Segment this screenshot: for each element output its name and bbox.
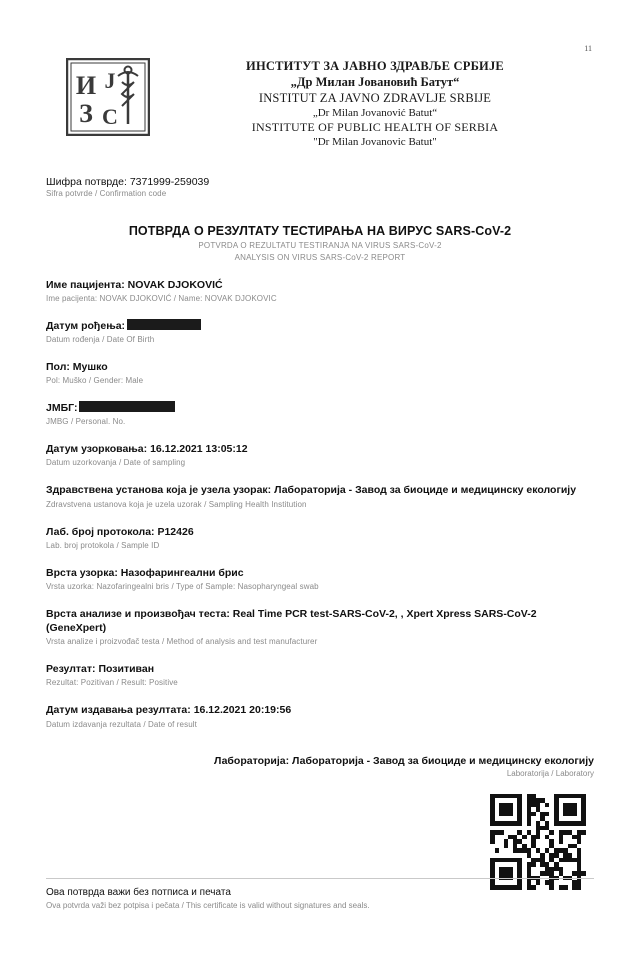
document-footer (46, 878, 594, 910)
redaction-bar-dob (127, 319, 201, 330)
field-gender-label: Пол: (46, 360, 70, 373)
institute-subtitle-sr-cyr: „Др Милан Јовановић Батут“ (290, 75, 460, 89)
field-result-main (46, 662, 594, 676)
confirmation-code-value: 7371999-259039 (129, 175, 210, 188)
field-sampling-institution (46, 483, 594, 508)
field-result-date-main (46, 703, 594, 717)
field-gender-main (46, 360, 594, 374)
field-personal-number-sub: JMBG / Personal. No. (46, 417, 126, 427)
field-protocol-number-main (46, 525, 594, 539)
field-personal-number-label: ЈМБГ: (46, 402, 78, 415)
field-gender-sub: Pol: Muško / Gender: Male (46, 376, 144, 386)
field-sample-type (46, 566, 594, 591)
confirmation-code-line (46, 176, 594, 188)
svg-text:И: И (75, 71, 97, 100)
field-date-of-birth-main (46, 319, 594, 333)
field-analysis-method-label: Врста анализе и произвођач теста: (46, 607, 230, 620)
footer-divider (46, 878, 594, 879)
field-sample-type-value: Назофарингеални брис (120, 566, 244, 579)
confirmation-code-label: Шифра потврде: (46, 175, 127, 188)
field-sample-type-sub: Vrsta uzorka: Nazofaringealni bris / Type of Sample: Nasopharyngeal swab (46, 581, 319, 591)
field-patient-name-sub: Ime pacijenta: NOVAK DJOKOVIĆ / Name: NOVAK DJOKOVIC (46, 293, 277, 303)
field-result-sub: Rezultat: Pozitivan / Result: Positive (46, 678, 178, 688)
field-sampling-date-main (46, 442, 594, 456)
field-patient-name-main (46, 278, 594, 292)
field-result (46, 662, 594, 687)
redaction-bar-jmbg (79, 401, 175, 412)
field-analysis-method (46, 607, 594, 646)
field-result-date-label: Датум издавања резултата: (46, 704, 191, 717)
svg-text:J: J (104, 68, 116, 93)
page-title-latin: POTVRDA O REZULTATU TESTIRANJA NA VIRUS SARS-CoV-2 (198, 240, 442, 250)
qr-code-icon (490, 794, 586, 890)
field-result-label: Резултат: (46, 663, 96, 676)
field-personal-number (46, 401, 594, 426)
laboratory-label: Лабораторија: (213, 754, 290, 767)
field-gender (46, 360, 594, 385)
document-title-block (46, 224, 594, 262)
confirmation-code-sub: Sifra potvrde / Confirmation code (46, 188, 167, 198)
field-analysis-method-value: Real Time PCR test-SARS-CoV-2, , Xpert Xpress SARS-CoV-2 (GeneXpert) (46, 607, 537, 635)
field-sampling-date-sub: Datum uzorkovanja / Date of sampling (46, 458, 186, 468)
field-result-date (46, 703, 594, 728)
institute-subtitle-en: "Dr Milan Jovanovic Batut" (313, 136, 437, 149)
field-sampling-institution-sub: Zdravstvena ustanova koja je uzela uzorak / Sampling Health Institution (46, 499, 307, 509)
field-patient-name-value: NOVAK DJOKOVIĆ (127, 278, 223, 291)
field-date-of-birth-label: Датум рођења: (46, 319, 126, 332)
field-sampling-institution-main (46, 483, 594, 497)
footer-note: Ова потврда важи без потписа и печата (46, 887, 231, 898)
footer-note-sub: Ova potvrda važi bez potpisa i pečata / This certificate is valid without signatures and seals. (46, 901, 370, 910)
document-header (0, 0, 640, 150)
field-protocol-number-sub: Lab. broj protokola / Sample ID (46, 540, 160, 550)
field-date-of-birth-sub: Datum rođenja / Date Of Birth (46, 334, 155, 344)
document-body (0, 176, 640, 890)
field-sample-type-main (46, 566, 594, 580)
svg-text:С: С (102, 104, 118, 129)
institute-name-sr-cyr: ИНСТИТУТ ЗА ЈАВНО ЗДРАВЉЕ СРБИЈЕ (246, 59, 504, 73)
field-result-value: Позитиван (98, 663, 155, 676)
field-date-of-birth (46, 319, 594, 344)
field-protocol-number (46, 525, 594, 550)
laboratory-line (46, 755, 594, 767)
page-corner-number: 11 (584, 44, 592, 53)
page-title-english: ANALYSIS ON VIRUS SARS-CoV-2 REPORT (234, 252, 406, 262)
field-analysis-method-main (46, 607, 594, 635)
field-patient-name (46, 278, 594, 303)
field-protocol-number-label: Лаб. број протокола: (46, 525, 155, 538)
field-sampling-institution-label: Здравствена установа која је узела узорак: (46, 484, 272, 497)
field-personal-number-main (46, 401, 594, 415)
institute-name-en: INSTITUTE OF PUBLIC HEALTH OF SERBIA (251, 120, 499, 135)
institute-title-block (150, 44, 610, 150)
field-sampling-date (46, 442, 594, 467)
laboratory-sub: Laboratorija / Laboratory (506, 768, 594, 778)
svg-text:З: З (79, 99, 93, 128)
laboratory-value: Лабораторија - Завод за биоциде и медицинску екологију (292, 754, 594, 767)
field-gender-value: Мушко (72, 360, 108, 373)
field-patient-name-label: Име пацијента: (46, 278, 125, 291)
field-sampling-date-value: 16.12.2021 13:05:12 (150, 443, 248, 456)
field-sampling-institution-value: Лабораторија - Завод за биоциде и медицинску екологију (274, 484, 577, 497)
institute-name-sr-lat: INSTITUT ZA JAVNO ZDRAVLJE SRBIJE (258, 91, 492, 105)
field-sampling-date-label: Датум узорковања: (46, 443, 148, 456)
field-sample-type-label: Врста узорка: (46, 566, 118, 579)
field-result-date-sub: Datum izdavanja rezultata / Date of result (46, 719, 197, 729)
institute-subtitle-sr-lat: „Dr Milan Jovanović Batut“ (312, 107, 438, 119)
confirmation-code-block (46, 176, 594, 198)
field-protocol-number-value: P12426 (157, 525, 194, 538)
institute-logo (66, 58, 150, 136)
field-result-date-value: 16.12.2021 20:19:56 (193, 704, 292, 717)
page-title: ПОТВРДА О РЕЗУЛТАТУ ТЕСТИРАЊА НА ВИРУС SARS-CoV-2 (128, 223, 512, 238)
field-analysis-method-sub: Vrsta analize i proizvođač testa / Method of analysis and test manufacturer (46, 637, 318, 647)
qr-code-wrap (46, 794, 594, 890)
